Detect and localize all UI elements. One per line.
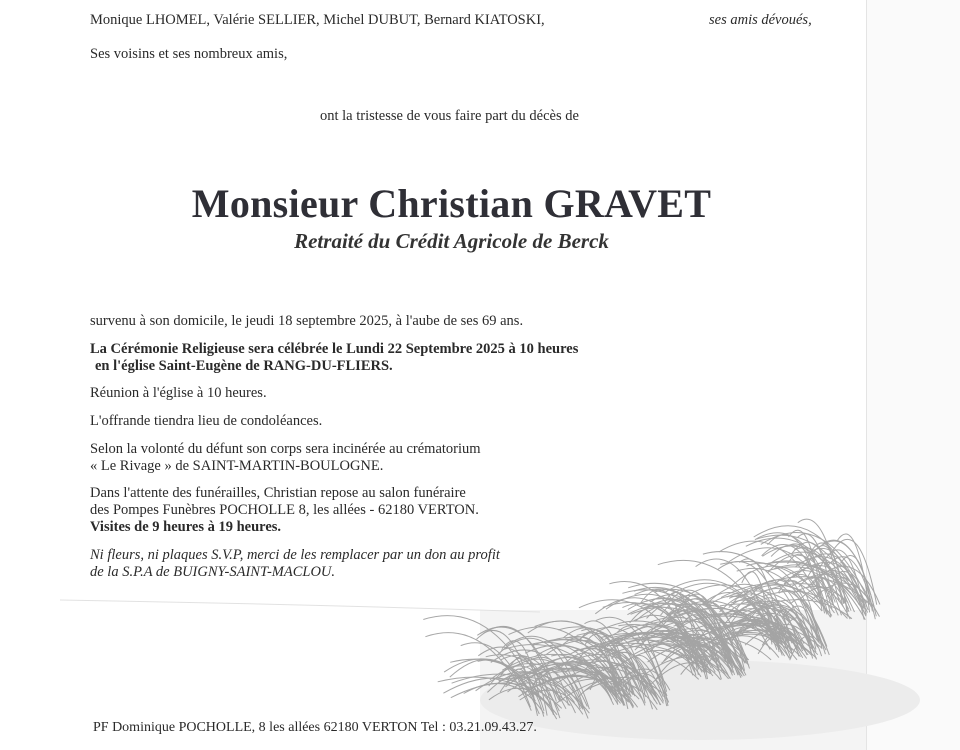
friends-label: ses amis dévoués, <box>709 12 812 28</box>
funeral-home-footer: PF Dominique POCHOLLE, 8 les allées 62180 VERTON Tel : 03.21.09.43.27. <box>93 720 537 735</box>
offering-line: L'offrande tiendra lieu de condoléances. <box>90 413 323 429</box>
repose-line-1: Dans l'attente des funérailles, Christian repose au salon funéraire <box>90 485 466 501</box>
flowers-line-2: de la S.P.A de BUIGNY-SAINT-MACLOU. <box>90 564 336 580</box>
deceased-title: Retraité du Crédit Agricole de Berck <box>294 229 609 253</box>
announcement-line: ont la tristesse de vous faire part du décès de <box>320 108 579 124</box>
visits-line: Visites de 9 heures à 19 heures. <box>90 519 282 535</box>
deceased-name: Monsieur Christian GRAVET <box>191 181 712 226</box>
flowers-line-1: Ni fleurs, ni plaques S.V.P, merci de les remplacer par un don au profit <box>90 547 500 563</box>
ceremony-line-2: en l'église Saint-Eugène de RANG-DU-FLIERS. <box>95 358 393 374</box>
repose-line-2: des Pompes Funèbres POCHOLLE 8, les allées - 62180 VERTON. <box>90 502 479 518</box>
cremation-line-1: Selon la volonté du défunt son corps sera incinérée au crématorium <box>90 441 481 457</box>
meeting-line: Réunion à l'église à 10 heures. <box>90 385 267 401</box>
horizon-line <box>60 600 540 612</box>
death-circumstance: survenu à son domicile, le jeudi 18 septembre 2025, à l'aube de ses 69 ans. <box>90 313 524 329</box>
family-names: Monique LHOMEL, Valérie SELLIER, Michel DUBUT, Bernard KIATOSKI, <box>90 12 545 28</box>
neighbours-line: Ses voisins et ses nombreux amis, <box>90 46 288 62</box>
ceremony-line-1: La Cérémonie Religieuse sera célébrée le Lundi 22 Septembre 2025 à 10 heures <box>90 341 579 357</box>
cremation-line-2: « Le Rivage » de SAINT-MARTIN-BOULOGNE. <box>90 458 384 474</box>
